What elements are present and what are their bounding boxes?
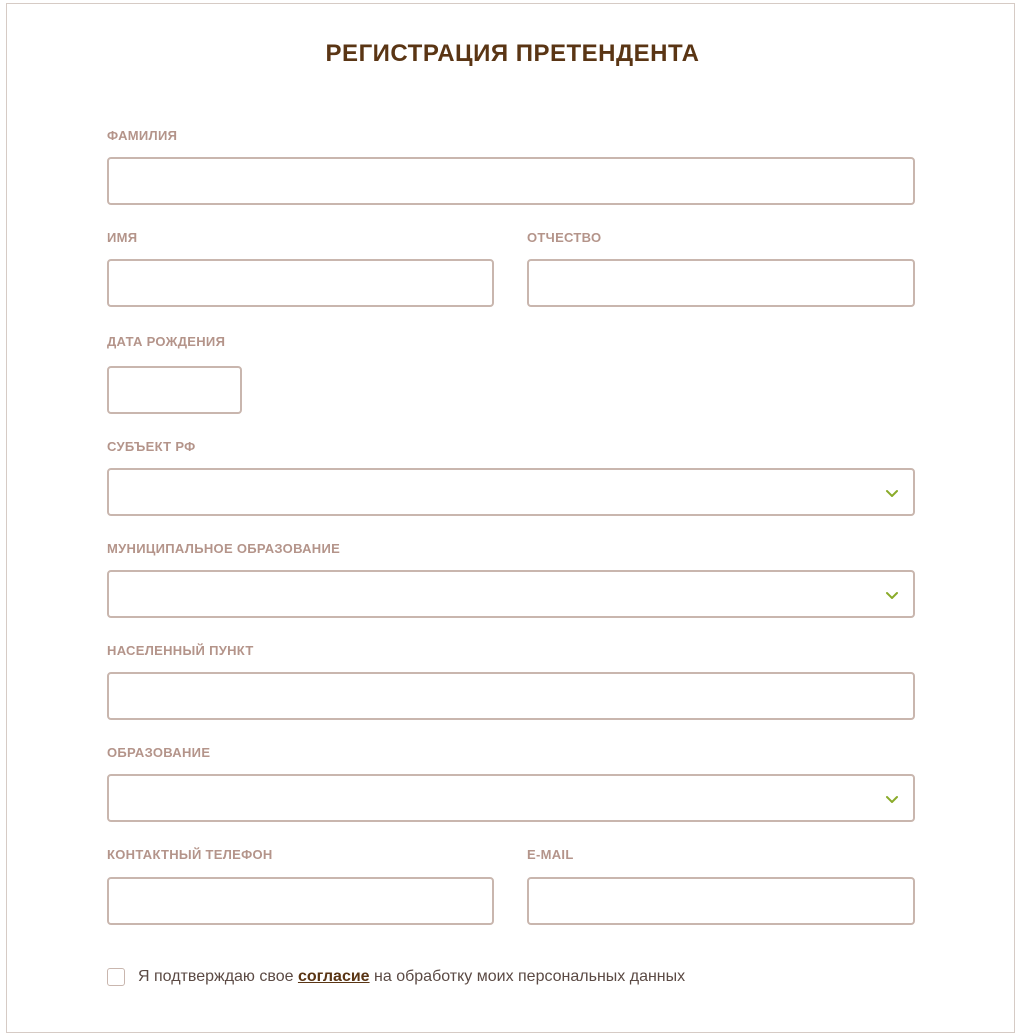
locality-input[interactable] — [107, 672, 915, 720]
patronymic-input[interactable] — [527, 259, 915, 307]
consent-checkbox[interactable] — [107, 968, 125, 986]
birth-date-label: ДАТА РОЖДЕНИЯ — [107, 334, 226, 349]
education-label: ОБРАЗОВАНИЕ — [107, 745, 211, 760]
chevron-down-icon — [885, 792, 899, 806]
first-name-input[interactable] — [107, 259, 494, 307]
consent-text — [138, 968, 685, 986]
surname-input[interactable] — [107, 157, 915, 205]
birth-date-input[interactable] — [107, 366, 242, 414]
municipality-label: МУНИЦИПАЛЬНОЕ ОБРАЗОВАНИЕ — [107, 541, 341, 556]
chevron-down-icon — [885, 588, 899, 602]
email-input[interactable] — [527, 877, 915, 925]
phone-input[interactable] — [107, 877, 494, 925]
first-name-label: ИМЯ — [107, 230, 138, 245]
education-select[interactable] — [107, 774, 915, 822]
consent-row — [107, 966, 685, 988]
email-label: E-MAIL — [527, 847, 574, 862]
consent-text-before: Я подтверждаю свое — [138, 968, 298, 985]
consent-link[interactable]: согласие — [297, 968, 370, 985]
surname-label: ФАМИЛИЯ — [107, 128, 178, 143]
consent-text-after: на обработку моих персональных данных — [369, 968, 686, 985]
locality-label: НАСЕЛЕННЫЙ ПУНКТ — [107, 643, 254, 658]
chevron-down-icon — [885, 486, 899, 500]
municipality-select[interactable] — [107, 570, 915, 618]
patronymic-label: ОТЧЕСТВО — [527, 230, 602, 245]
region-select[interactable] — [107, 468, 915, 516]
page-title: РЕГИСТРАЦИЯ ПРЕТЕНДЕНТА — [325, 40, 700, 67]
region-label: СУБЪЕКТ РФ — [107, 439, 196, 454]
phone-label: КОНТАКТНЫЙ ТЕЛЕФОН — [107, 847, 273, 862]
